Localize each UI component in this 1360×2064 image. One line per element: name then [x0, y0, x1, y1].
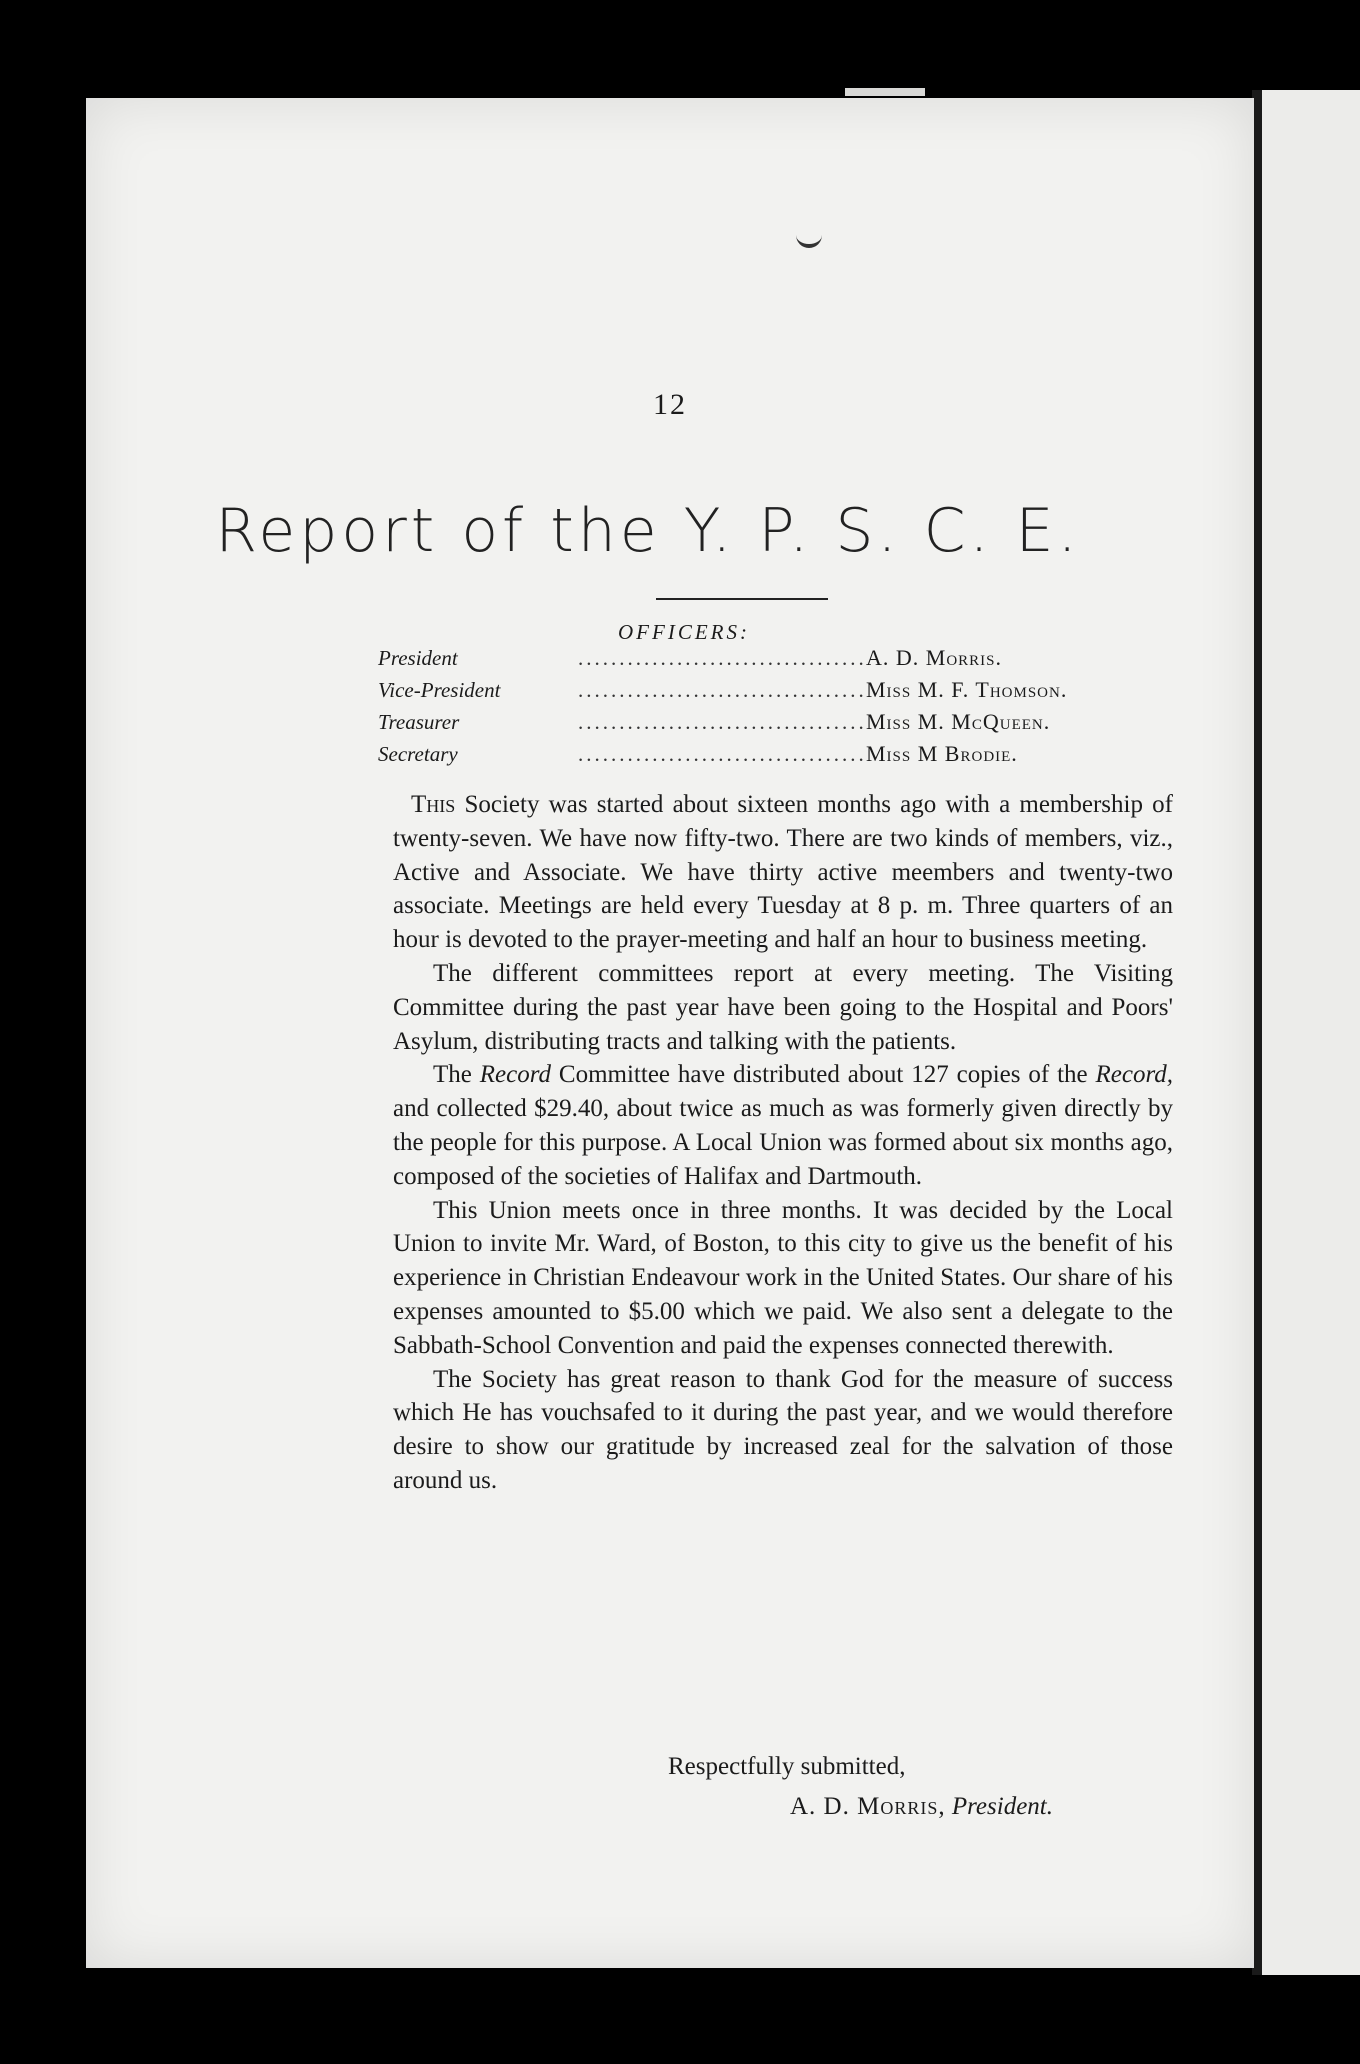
- paragraph-lead-word: This: [411, 791, 456, 818]
- officers-heading: OFFICERS:: [618, 620, 750, 644]
- record-title: Record,: [1095, 1061, 1174, 1089]
- paragraph-text: Committee have distributed about 127 copies of the: [551, 1061, 1096, 1089]
- officers-list: [378, 645, 1118, 773]
- facing-page-edge: [1262, 90, 1360, 1975]
- leader-dots: [578, 678, 866, 703]
- officer-row-treasurer: [378, 709, 1118, 741]
- officer-name: A. D. Morris.: [866, 645, 1003, 670]
- officer-title: Vice-President: [378, 678, 501, 702]
- officer-name: Miss M Brodie.: [866, 741, 1018, 766]
- officer-title: Secretary: [378, 742, 458, 766]
- officer-name: Miss M. McQueen.: [866, 709, 1051, 734]
- paragraph-thanks: The Society has great reason to thank God for the measure of success which He has vouchsafed to it during the past year, and we would therefore desire to show our gratitude by increased zeal for the salvation of those around us.: [393, 1365, 1173, 1494]
- report-body: [393, 788, 1173, 1498]
- officer-name: Miss M. F. Thomson.: [866, 677, 1068, 702]
- signature-name: A. D. Morris,: [790, 1793, 946, 1820]
- paragraph-local-union: This Union meets once in three months. It was decided by the Local Union to invite Mr. Ward, of Boston, to this city to give us the benefit of his experience in Christian Endeavour work in the United States. Our share of his expenses amounted to $5.00 which we paid. We also sent a delegate to the Sabbath-School Convention and paid the expenses connected therewith.: [393, 1196, 1173, 1359]
- officer-row-vice-president: [378, 677, 1118, 709]
- officer-row-president: [378, 645, 1118, 677]
- paragraph-text: Society was started about sixteen months ago with a membership of twenty-seven. We have now fifty-two. There are two kinds of members, viz., Active and Associate. We have thirty active meembers and twenty-two associate. Meetings are held every Tuesday at 8 p. m. Three quarters of an hour is devoted to the prayer-meeting and half an hour to business meeting.: [393, 791, 1174, 954]
- document-page: [86, 98, 1254, 1968]
- record-title: Record: [479, 1061, 552, 1089]
- leader-dots: [578, 742, 866, 767]
- leader-dots: [578, 646, 866, 671]
- scan-edge-mark: [845, 88, 925, 96]
- page-number: 12: [653, 388, 687, 421]
- paragraph-record-committee: [393, 1058, 1173, 1193]
- officer-row-secretary: [378, 741, 1118, 773]
- title-divider: [656, 598, 828, 600]
- signature-title: President.: [951, 1793, 1053, 1820]
- leader-dots: [578, 710, 866, 735]
- officer-title: President: [378, 646, 458, 670]
- signature: [790, 1788, 1053, 1826]
- paragraph-text: and collected $29.40, about twice as much as was formerly given directly by the people for this purpose. A Local Union was formed about six months ago, composed of the societies of Halifax and Dartmouth.: [393, 1095, 1173, 1190]
- report-title: Report of the Y. P. S. C. E.: [215, 496, 1081, 566]
- page-content: [86, 98, 1254, 1968]
- officer-title: Treasurer: [378, 710, 460, 734]
- paragraph-committees: The different committees report at every meeting. The Visiting Committee during the past year have been going to the Hospital and Poors' Asylum, distributing tracts and talking with the patients.: [393, 959, 1173, 1055]
- paragraph-membership: [393, 788, 1173, 957]
- closing-line: Respectfully submitted,: [668, 1753, 906, 1780]
- paragraph-text: The: [433, 1061, 480, 1089]
